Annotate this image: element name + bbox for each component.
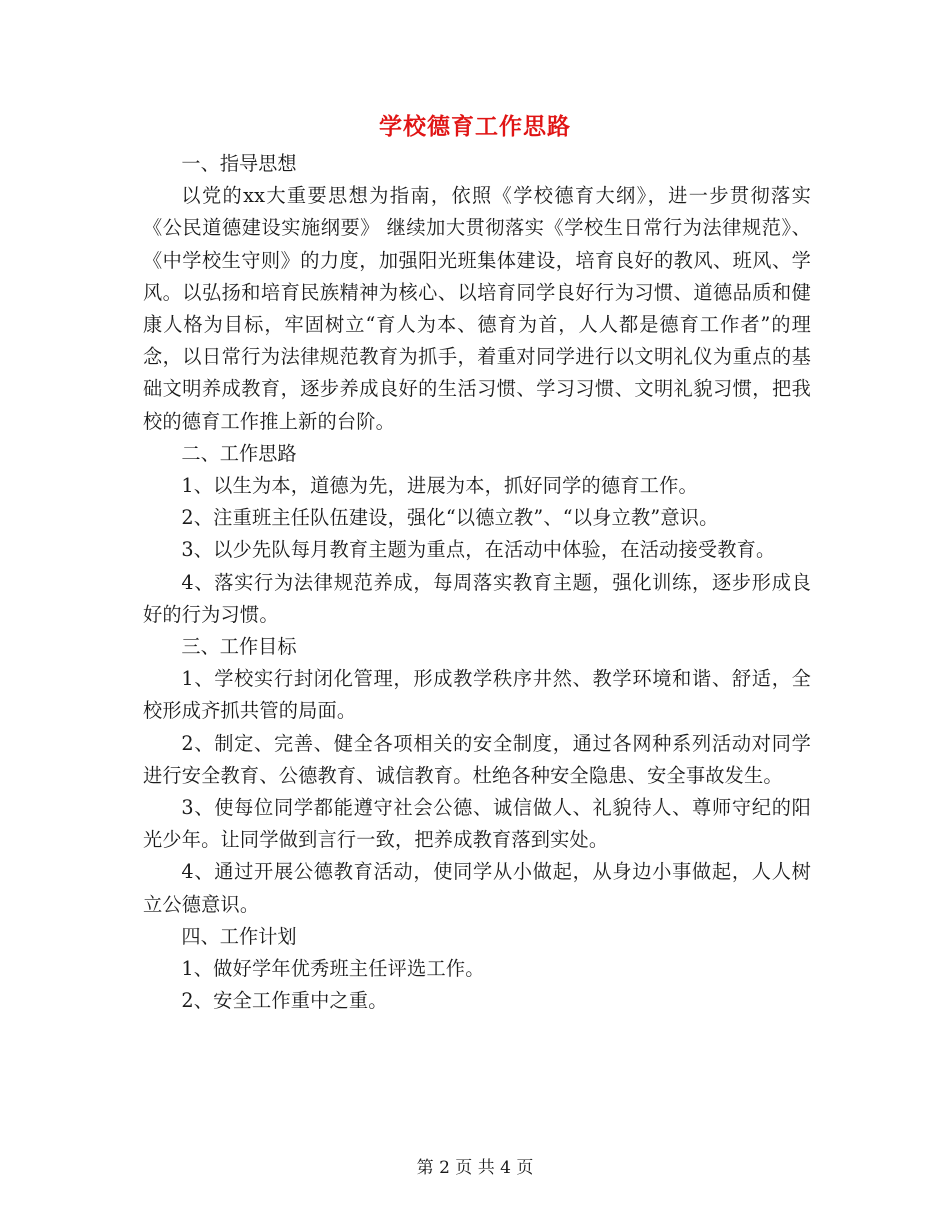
paragraph: 2、安全工作重中之重。 (181, 989, 388, 1013)
paragraph: 1、学校实行封闭化管理，形成教学秩序井然、教学环境和谐、舒适，全校形成齐抓共管的局面。 (143, 667, 811, 723)
section-heading-work-goals: 三、工作目标 (181, 635, 297, 659)
section-heading-work-ideas: 二、工作思路 (181, 441, 297, 465)
section-heading-work-plan: 四、工作计划 (181, 924, 297, 948)
paragraph: 2、制定、完善、健全各项相关的安全制度，通过各网种系列活动对同学进行安全教育、公德教育、诚信教育。杜绝各种安全隐患、安全事故发生。 (143, 731, 811, 787)
page-number-footer: 第 2 页 共 4 页 (416, 1158, 534, 1178)
section-heading-guiding-ideology: 一、指导思想 (181, 152, 297, 175)
document-body (143, 148, 811, 1017)
paragraph: 4、通过开展公德教育活动，使同学从小做起，从身边小事做起，人人树立公德意识。 (143, 860, 811, 916)
paragraph: 2、注重班主任队伍建设，强化“以德立教”、“以身立教”意识。 (181, 506, 719, 530)
page-title: 学校德育工作思路 (379, 113, 571, 140)
paragraph: 1、做好学年优秀班主任评选工作。 (181, 957, 485, 981)
paragraph: 以党的xx大重要思想为指南，依照《学校德育大纲》，进一步贯彻落实《公民道德建设实施纲要》 继续加大贯彻落实《学校生日常行为法律规范》、《中学校生守则》的力度，加强阳光班集体建设，培育良好的教风、班风、学风。以弘扬和培育民族精神为核心、以培育同学良好行为习惯、道德品质和健康人格为目标，牢固树立“育人为本、德育为首，人人都是德育工作者”的理念，以日常行为法律规范教育为抓手，着重对同学进行以文明礼仪为重点的基础文明养成教育，逐步养成良好的生活习惯、学习习惯、文明礼貌习惯，把我校的德育工作推上新的台阶。 (143, 184, 811, 433)
paragraph: 1、以生为本，道德为先，进展为本，抓好同学的德育工作。 (181, 474, 698, 498)
paragraph: 4、落实行为法律规范养成，每周落实教育主题，强化训练，逐步形成良好的行为习惯。 (143, 570, 811, 626)
paragraph: 3、以少先队每月教育主题为重点，在活动中体验，在活动接受教育。 (181, 538, 776, 562)
paragraph: 3、使每位同学都能遵守社会公德、诚信做人、礼貌待人、尊师守纪的阳光少年。让同学做到言行一致，把养成教育落到实处。 (143, 796, 811, 852)
